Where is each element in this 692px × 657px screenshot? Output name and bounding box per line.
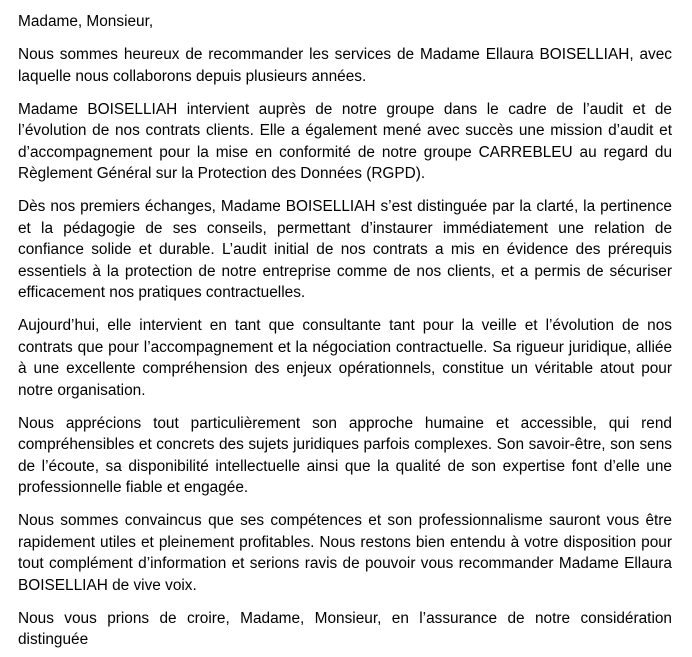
- paragraph-first-impressions: Dès nos premiers échanges, Madame BOISELLIAH s’est distinguée par la clarté, la pertinence et la pédagogie de ses conseils, permettant d’instaurer immédiatement une relation de confiance solide et durable. L’audit initial de nos contrats a mis en évidence des prérequis essentiels à la protection de notre entreprise comme de nos clients, et a permis de sécuriser efficacement nos pratiques contractuelles.: [18, 198, 672, 301]
- paragraph-closing-recommendation: Nous sommes convaincus que ses compétences et son professionnalisme sauront vous être rapidement utiles et pleinement profitables. Nous restons bien entendu à votre disposition pour tout complément d’information et serions ravis de pouvoir vous recommander Madame Ellaura BOISELLIAH de vive voix.: [18, 512, 672, 594]
- paragraph-recommendation-intro: Nous sommes heureux de recommander les services de Madame Ellaura BOISELLIAH, avec laquelle nous collaborons depuis plusieurs années.: [18, 46, 672, 85]
- paragraph-mission-description: Madame BOISELLIAH intervient auprès de notre groupe dans le cadre de l’audit et de l’évolution de nos contrats clients. Elle a également mené avec succès une mission d’audit et d’accompagnement pour la mise en conformité de notre groupe CARREBLEU au regard du Règlement Général sur la Protection des Données (RGPD).: [18, 100, 672, 182]
- paragraph-soft-skills: Nous apprécions tout particulièrement son approche humaine et accessible, qui rend compréhensibles et concrets des sujets juridiques parfois complexes. Son savoir-être, son sens de l’écoute, sa disponibilité intellectuelle ainsi que la qualité de son expertise font d’elle une professionnelle fiable et engagée.: [18, 414, 672, 496]
- closing-formula: Nous vous prions de croire, Madame, Monsieur, en l’assurance de notre considération distinguée: [18, 609, 672, 648]
- salutation-line: Madame, Monsieur,: [18, 13, 154, 30]
- paragraph-current-role: Aujourd’hui, elle intervient en tant que consultante tant pour la veille et l’évolution de nos contrats que pour l’accompagnement et la négociation contractuelle. Sa rigueur juridique, alliée à une excellente compréhension des enjeux opérationnels, constitue un véritable atout pour notre organisation.: [18, 317, 672, 399]
